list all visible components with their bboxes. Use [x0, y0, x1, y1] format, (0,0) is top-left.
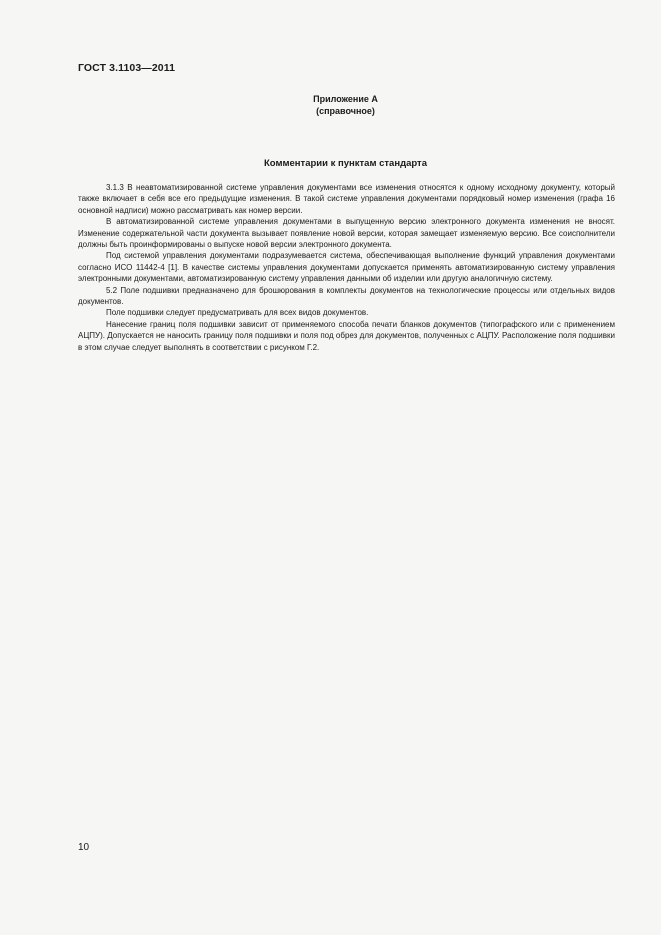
paragraph: 5.2 Поле подшивки предназначено для брошюрования в комплекты документов на технологические процессы или отдельных видов документов.: [78, 285, 615, 307]
page-number: 10: [78, 842, 90, 853]
appendix-title: Приложение А: [313, 94, 378, 104]
paragraph: В автоматизированной системе управления документами в выпущенную версию электронного документа изменения не вносят. Изменение содержательной части документа вызывает появление новой версии, которая замещает изменяемую версию. Все соисполнители должны быть проинформированы о выпуске новой версии электронного документа.: [78, 217, 615, 250]
paragraph: Нанесение границ поля подшивки зависит от применяемого способа печати бланков документов (типографского или с применением АЦПУ). Допускается не наносить границу поля подшивки и поля под обрез для документов, полученных с АЦПУ. Расположение поля подшивки в этом случае следует выполнять в соответствии с рисунком Г.2.: [78, 319, 615, 352]
paragraph: Под системой управления документами подразумевается система, обеспечивающая выполнение функций управления документами согласно ИСО 11442-4 [1]. В качестве системы управления документами допускается применять автоматизированную систему управления электронными документами, автоматизированную систему управления данными об изделии или другую аналогичную систему.: [78, 251, 615, 284]
paragraph: Поле подшивки следует предусматривать для всех видов документов.: [106, 308, 369, 318]
appendix-header: [0, 93, 661, 117]
document-code: ГОСТ 3.1103—2011: [78, 62, 176, 74]
section-title: Комментарии к пунктам стандарта: [263, 158, 427, 169]
paragraph: 3.1.3 В неавтоматизированной системе управления документами все изменения относятся к одному исходному документу, который также включает в себя все его предыдущие изменения. В такой системе управления документами порядковый номер изменения (графа 16 основной надписи) можно рассматривать как номер версии.: [78, 183, 615, 215]
body-text: [78, 182, 615, 353]
appendix-type: (справочное): [316, 106, 375, 116]
